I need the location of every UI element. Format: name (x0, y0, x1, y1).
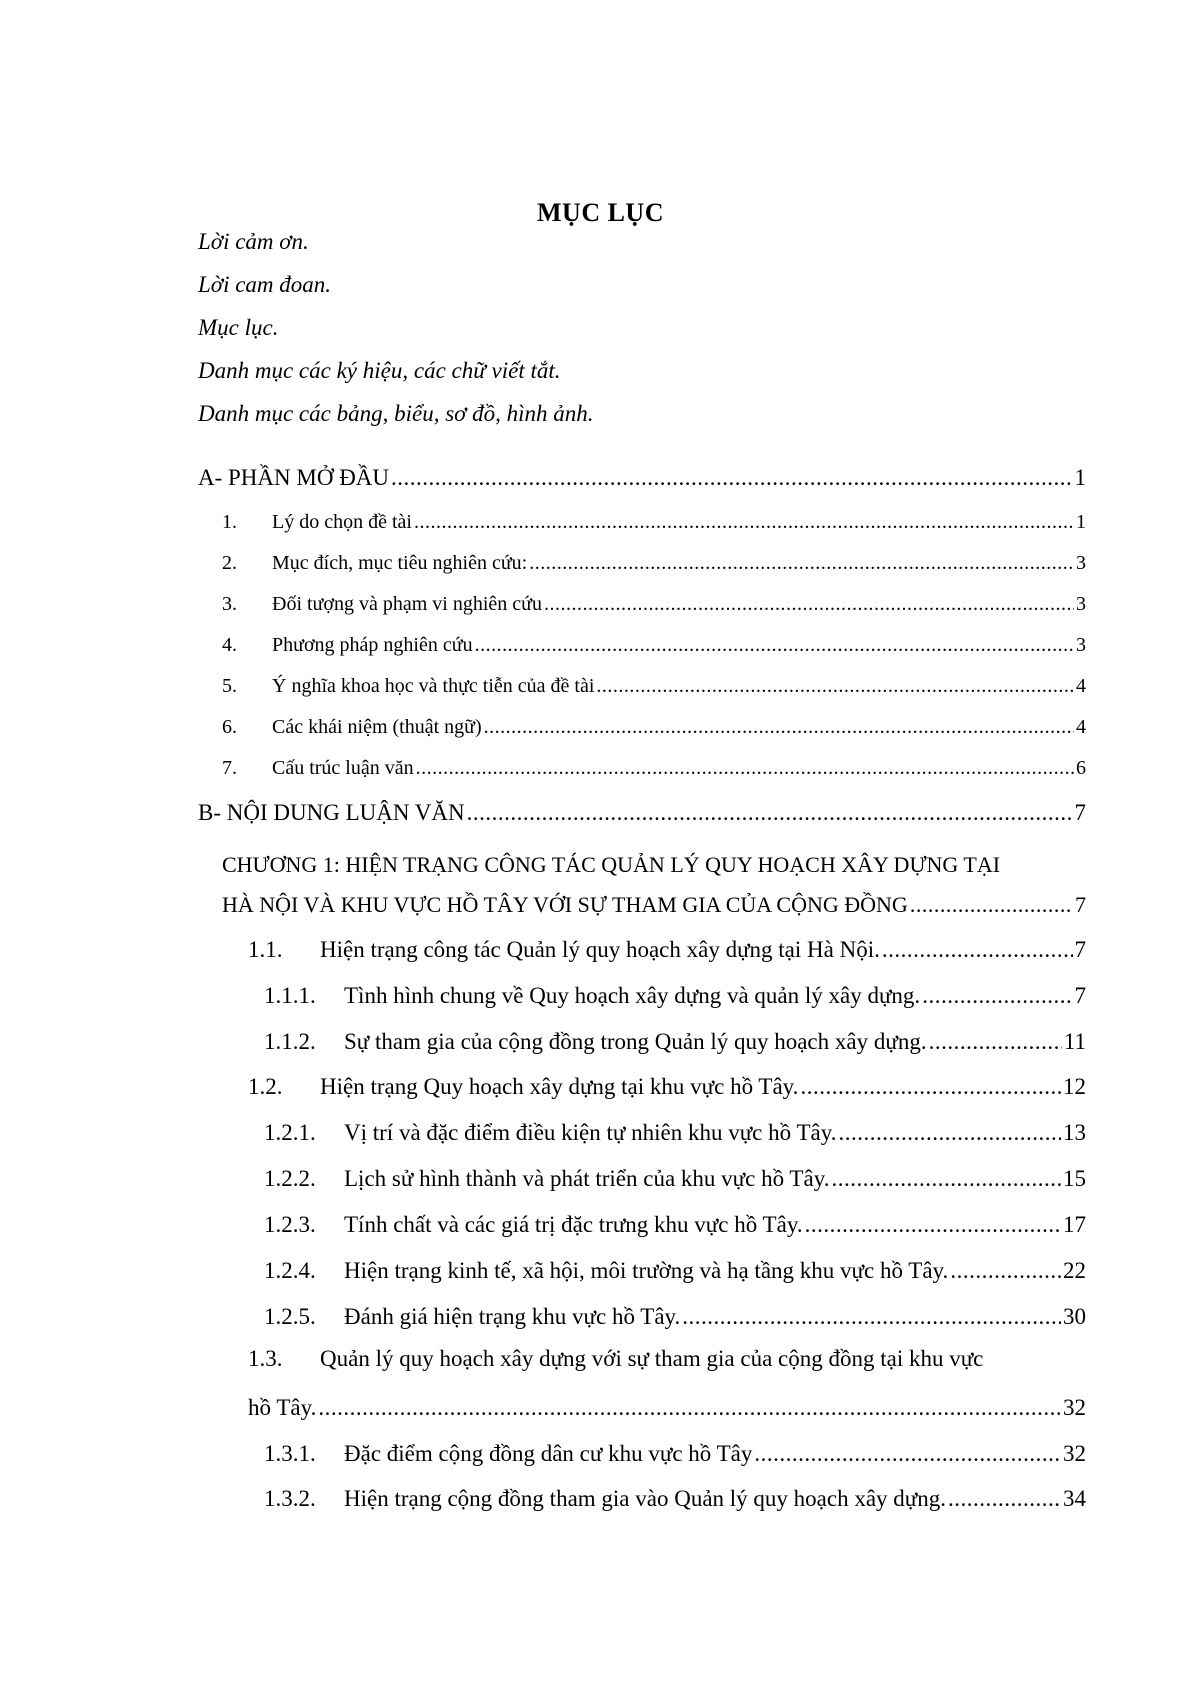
toc-entry[interactable] (222, 543, 1086, 577)
toc-page-number: 30 (1063, 1304, 1086, 1329)
toc-subsection[interactable] (264, 1205, 1086, 1239)
toc-subsection[interactable] (264, 1479, 1086, 1513)
toc-entry-number: 6. (222, 716, 237, 738)
toc-subsection[interactable] (264, 1434, 1086, 1468)
toc-front-matter-item[interactable]: Lời cam đoan. (198, 272, 332, 297)
toc-page-number: 17 (1063, 1212, 1086, 1237)
dot-leader (414, 508, 1074, 536)
dot-leader (416, 754, 1074, 782)
toc-entry-number: 5. (222, 675, 237, 697)
dot-leader (544, 590, 1074, 618)
toc-entry-label: Đánh giá hiện trạng khu vực hồ Tây. (344, 1304, 681, 1329)
toc-entry-label: Sự tham gia của cộng đồng trong Quản lý quy hoạch xây dựng. (344, 1029, 927, 1054)
toc-entry-number: 1.2.1. (264, 1120, 316, 1145)
toc-chapter-line2[interactable] (222, 885, 1086, 919)
toc-entry-label: Lịch sử hình thành và phát triển của khu vực hồ Tây. (344, 1166, 830, 1191)
toc-page-number: 22 (1063, 1258, 1086, 1283)
dot-leader (682, 1303, 1061, 1331)
toc-page-number: 7 (1075, 892, 1086, 917)
toc-section[interactable] (248, 930, 1086, 964)
dot-leader (910, 891, 1073, 919)
toc-subsection[interactable] (264, 1022, 1086, 1056)
toc-entry-label: Mục đích, mục tiêu nghiên cứu: (272, 552, 528, 574)
toc-entry-label: HÀ NỘI VÀ KHU VỰC HỒ TÂY VỚI SỰ THAM GIA CỦA CỘNG ĐỒNG (222, 892, 908, 917)
toc-entry-number: 1.1. (248, 937, 283, 962)
dot-leader (929, 1028, 1062, 1056)
dot-leader (805, 1211, 1061, 1239)
dot-leader (922, 982, 1072, 1010)
toc-entry-label: Phương pháp nghiên cứu (272, 634, 473, 656)
toc-entry[interactable] (222, 584, 1086, 618)
toc-entry-number: 1.3.2. (264, 1486, 316, 1511)
toc-page-number: 3 (1076, 552, 1086, 574)
toc-entry-number: 1.2.3. (264, 1212, 316, 1237)
toc-page-number: 7 (1074, 983, 1086, 1008)
toc-entry-number: 4. (222, 634, 237, 656)
toc-entry[interactable] (222, 748, 1086, 782)
toc-entry-number: 1.1.1. (264, 983, 316, 1008)
dot-leader (484, 713, 1074, 741)
toc-entry-number: 2. (222, 552, 237, 574)
toc-page-number: 4 (1076, 716, 1086, 738)
dot-leader (596, 672, 1074, 700)
toc-part-a[interactable] (198, 458, 1086, 492)
toc-entry-number: 1.2.5. (264, 1304, 316, 1329)
toc-subsection[interactable] (264, 1159, 1086, 1193)
toc-entry-number: 7. (222, 757, 237, 779)
toc-entry-number: 1.3.1. (264, 1441, 316, 1466)
toc-entry[interactable] (222, 707, 1086, 741)
toc-entry-label: hồ Tây. (248, 1395, 317, 1420)
toc-section[interactable] (248, 1067, 1086, 1101)
toc-entry[interactable] (222, 502, 1086, 536)
page-title: MỤC LỤC (537, 198, 664, 227)
toc-page-number: 4 (1076, 675, 1086, 697)
toc-part-b[interactable] (198, 793, 1086, 827)
toc-entry-number: 3. (222, 593, 237, 615)
toc-entry-label: Cấu trúc luận văn (272, 757, 414, 779)
toc-entry[interactable] (222, 666, 1086, 700)
dot-leader (754, 1440, 1061, 1468)
toc-entry-label: Tính chất và các giá trị đặc trưng khu vực hồ Tây. (344, 1212, 803, 1237)
toc-entry-label: B- NỘI DUNG LUẬN VĂN (198, 800, 465, 825)
toc-page-number: 13 (1063, 1120, 1086, 1145)
toc-page-number: 34 (1063, 1486, 1086, 1511)
dot-leader (882, 936, 1073, 964)
toc-entry-label: Hiện trạng kinh tế, xã hội, môi trường và hạ tầng khu vực hồ Tây. (344, 1258, 949, 1283)
dot-leader (318, 1394, 1061, 1422)
dot-leader (475, 631, 1074, 659)
toc-page-number: 12 (1063, 1074, 1086, 1099)
toc-page-number: 11 (1063, 1029, 1086, 1054)
toc-subsection[interactable] (264, 1251, 1086, 1285)
dot-leader (838, 1119, 1061, 1147)
toc-entry-label: Đối tượng và phạm vi nghiên cứu (272, 593, 542, 615)
toc-page-number: 6 (1076, 757, 1086, 779)
toc-subsection[interactable] (264, 976, 1086, 1010)
toc-entry-number: 1.2.2. (264, 1166, 316, 1191)
toc-page-number: 3 (1076, 634, 1086, 656)
toc-page-number: 7 (1074, 800, 1086, 825)
toc-page-number: 3 (1076, 593, 1086, 615)
toc-section-1-3-line1[interactable] (248, 1342, 983, 1376)
toc-entry-label: Vị trí và đặc điểm điều kiện tự nhiên khu vực hồ Tây. (344, 1120, 837, 1145)
toc-page-number: 32 (1063, 1441, 1086, 1466)
dot-leader (800, 1073, 1061, 1101)
toc-entry-label: Lý do chọn đề tài (272, 511, 412, 533)
toc-entry-label: Đặc điểm cộng đồng dân cư khu vực hồ Tây (344, 1441, 753, 1466)
toc-section-1-3-line2[interactable] (248, 1388, 1086, 1422)
toc-entry-label: Hiện trạng công tác Quản lý quy hoạch xây dựng tại Hà Nội. (320, 937, 880, 962)
dot-leader (950, 1257, 1061, 1285)
toc-page-number: 15 (1063, 1166, 1086, 1191)
toc-front-matter-item[interactable]: Mục lục. (198, 315, 279, 340)
toc-entry[interactable] (222, 625, 1086, 659)
toc-entry-label: Quản lý quy hoạch xây dựng với sự tham gia của cộng đồng tại khu vực (320, 1346, 984, 1371)
dot-leader (391, 464, 1072, 492)
toc-entry-label: Hiện trạng cộng đồng tham gia vào Quản lý quy hoạch xây dựng. (344, 1486, 947, 1511)
toc-front-matter-item[interactable]: Lời cảm ơn. (198, 229, 309, 254)
toc-subsection[interactable] (264, 1113, 1086, 1147)
toc-page-number: 1 (1076, 511, 1086, 533)
toc-entry-number: 1. (222, 511, 237, 533)
toc-entry-number: 1.3. (248, 1346, 283, 1371)
toc-entry-number: 1.1.2. (264, 1029, 316, 1054)
dot-leader (948, 1485, 1061, 1513)
toc-front-matter-item[interactable]: Danh mục các bảng, biểu, sơ đồ, hình ảnh. (198, 401, 594, 426)
toc-page-number: 32 (1063, 1395, 1086, 1420)
toc-front-matter-item[interactable]: Danh mục các ký hiệu, các chữ viết tắt. (198, 358, 561, 383)
dot-leader (529, 549, 1074, 577)
toc-page-number: 7 (1074, 937, 1086, 962)
toc-page-number: 1 (1074, 465, 1086, 490)
toc-entry-label: Tình hình chung về Quy hoạch xây dựng và quản lý xây dựng. (344, 983, 921, 1008)
toc-entry-label: Ý nghĩa khoa học và thực tiễn của đề tài (272, 675, 595, 697)
toc-entry-label: A- PHẦN MỞ ĐẦU (198, 465, 390, 490)
toc-subsection[interactable] (264, 1297, 1086, 1331)
toc-entry-number: 1.2.4. (264, 1258, 316, 1283)
toc-entry-label: Các khái niệm (thuật ngữ) (272, 716, 482, 738)
toc-entry-label: Hiện trạng Quy hoạch xây dựng tại khu vực hồ Tây. (320, 1074, 799, 1099)
toc-chapter-line1[interactable]: CHƯƠNG 1: HIỆN TRẠNG CÔNG TÁC QUẢN LÝ QUY HOẠCH XÂY DỰNG TẠI (222, 852, 1001, 877)
toc-entry-number: 1.2. (248, 1074, 283, 1099)
dot-leader (831, 1165, 1061, 1193)
dot-leader (467, 799, 1073, 827)
